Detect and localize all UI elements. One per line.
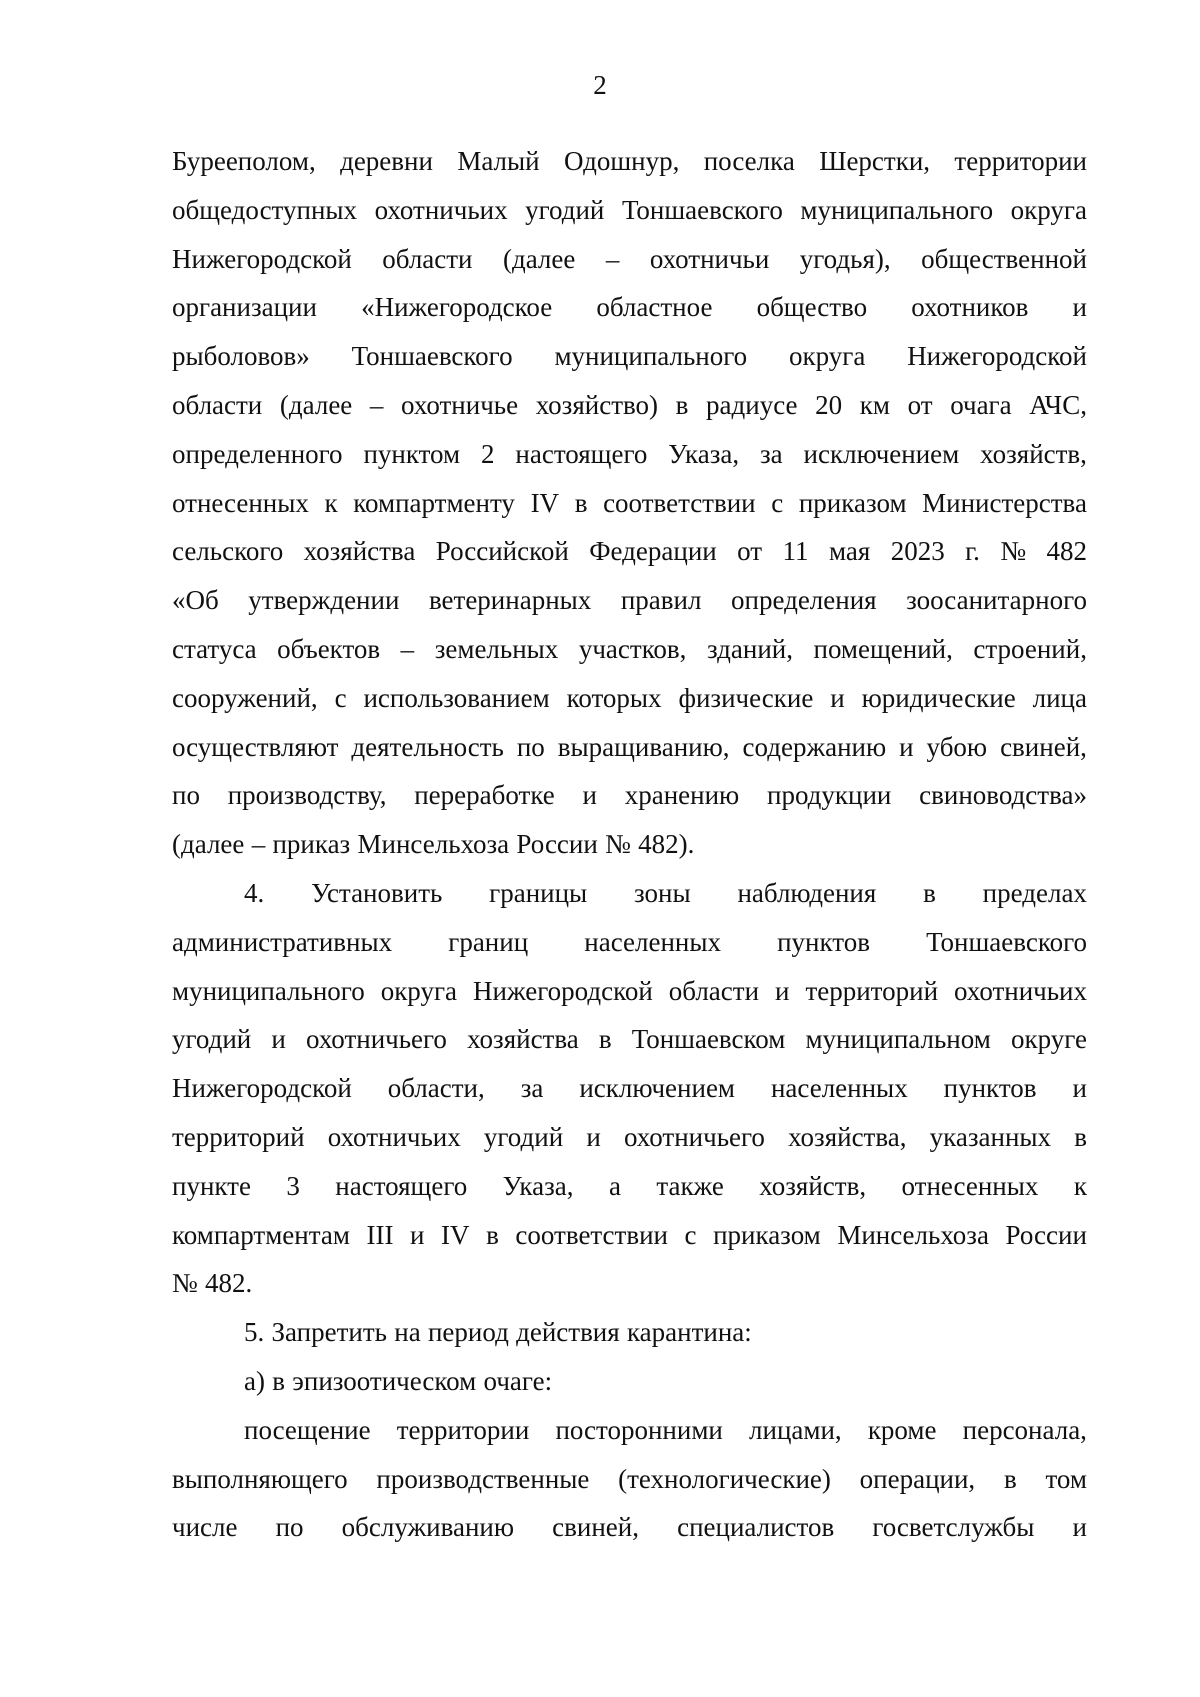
- word: мая: [828, 536, 871, 567]
- word: числе: [172, 1512, 238, 1543]
- word: 2023: [890, 536, 945, 567]
- word: хозяйства,: [788, 1121, 907, 1152]
- word: пунктов: [777, 926, 870, 957]
- word: эпизоотическом: [292, 1365, 477, 1396]
- word: юридические: [861, 682, 1016, 713]
- word: территорий: [805, 975, 939, 1006]
- word: России: [516, 829, 598, 860]
- word: и: [775, 975, 790, 1006]
- text-line: [172, 283, 1087, 332]
- word: рыболовов»: [172, 341, 310, 372]
- word: и: [1072, 292, 1087, 323]
- word: Установить: [311, 877, 443, 908]
- word: населенных: [584, 926, 721, 957]
- word: продукции: [767, 780, 892, 811]
- text-line: [172, 918, 1087, 967]
- text-line: [172, 430, 1087, 479]
- text-line: [172, 1113, 1087, 1162]
- word: округа: [789, 341, 866, 372]
- word: приказ: [272, 829, 351, 860]
- word: охотничьих: [327, 1121, 461, 1152]
- word: производству,: [227, 780, 387, 811]
- word: Указа,: [668, 438, 740, 469]
- word: территорий: [172, 1121, 305, 1152]
- word: Малый: [457, 146, 540, 176]
- word: очаге:: [483, 1365, 553, 1396]
- word: с: [771, 487, 784, 518]
- word: округа: [1010, 194, 1087, 225]
- word: охотничьих: [954, 975, 1087, 1006]
- word: в: [1003, 1463, 1017, 1494]
- word: пункте: [172, 1170, 251, 1201]
- text-line: [172, 771, 1087, 820]
- text-line: [172, 137, 1087, 186]
- word: 3: [286, 1170, 300, 1201]
- word: персонала,: [962, 1414, 1087, 1445]
- word: содержанию: [742, 731, 887, 762]
- word: №: [172, 1268, 198, 1299]
- text-line: [172, 235, 1087, 284]
- word: по: [516, 731, 545, 762]
- word: Тоншаевского: [621, 194, 783, 225]
- word: муниципального: [554, 341, 748, 372]
- word: «Об: [172, 585, 219, 616]
- word: и: [830, 682, 845, 713]
- word: №: [1000, 536, 1027, 567]
- text-line: [172, 1064, 1087, 1113]
- word: Бурееполом,: [172, 146, 316, 176]
- word: организации: [172, 292, 317, 323]
- word: с: [684, 1219, 697, 1250]
- word: госветслужбы: [872, 1512, 1035, 1543]
- word: Нижегородской: [172, 243, 352, 274]
- word: III: [366, 1219, 394, 1250]
- word: посторонними: [555, 1414, 723, 1445]
- word: обслуживанию: [341, 1512, 515, 1543]
- word: физические: [678, 682, 814, 713]
- word: охотничьих: [374, 194, 508, 225]
- word: посещение: [244, 1414, 371, 1445]
- word: угодий: [525, 194, 605, 225]
- word: к: [324, 487, 338, 518]
- word: Одошнур,: [563, 146, 680, 176]
- word: определенного: [172, 438, 343, 469]
- text-line: [172, 576, 1087, 625]
- word: границы: [489, 877, 588, 908]
- word: IV: [441, 1219, 470, 1250]
- word: хозяйства: [467, 1024, 579, 1055]
- word: (далее: [502, 243, 576, 274]
- word: областное: [596, 292, 713, 323]
- word: зоны: [634, 877, 691, 908]
- word: хранению: [624, 780, 740, 811]
- text-line: [172, 479, 1087, 528]
- word: приказом: [713, 1219, 821, 1250]
- word: определения: [731, 585, 877, 616]
- text-line: [172, 381, 1087, 430]
- word: компартментам: [172, 1219, 350, 1250]
- word: объектов: [277, 633, 381, 664]
- word: правил: [620, 585, 702, 616]
- text-line: [172, 1259, 1087, 1308]
- word: Министерства: [922, 487, 1087, 518]
- word: соответствии: [603, 487, 756, 518]
- word: осуществляют: [172, 731, 339, 762]
- word: округа: [380, 975, 458, 1006]
- word: области: [172, 389, 263, 420]
- word: –: [251, 829, 266, 860]
- word: №: [605, 829, 631, 860]
- text-line: [172, 723, 1087, 772]
- word: от: [737, 536, 763, 567]
- word: использованием: [363, 682, 550, 713]
- word: территории: [954, 146, 1087, 176]
- word: участков,: [578, 633, 687, 664]
- word: отнесенных: [901, 1170, 1039, 1201]
- word: которых: [566, 682, 662, 713]
- word: Запретить: [271, 1317, 387, 1348]
- word: IV: [530, 487, 560, 518]
- word: настоящего: [515, 438, 648, 469]
- word: (далее: [172, 829, 245, 860]
- word: ветеринарных: [428, 585, 592, 616]
- word: Тоншаевского: [351, 341, 513, 372]
- word: соответствии: [515, 1219, 668, 1250]
- word: Шерстки,: [819, 146, 931, 176]
- word: операции,: [859, 1463, 976, 1494]
- text-line: [172, 1162, 1087, 1211]
- word: по: [172, 780, 200, 811]
- word: области: [668, 975, 760, 1006]
- word: в: [598, 1024, 612, 1055]
- word: 11: [782, 536, 809, 567]
- word: и: [1072, 1512, 1087, 1543]
- word: Тоншаевском: [631, 1024, 786, 1055]
- word: от: [907, 389, 933, 420]
- word: поселка: [703, 146, 795, 176]
- word: и: [1072, 1073, 1087, 1104]
- word: 5.: [244, 1317, 265, 1348]
- word: хозяйство): [535, 389, 659, 420]
- word: выполняющего: [172, 1463, 348, 1494]
- word: с: [334, 682, 347, 713]
- word: хозяйств,: [980, 438, 1087, 469]
- word: охотничьи: [649, 243, 770, 274]
- word: угодий: [172, 1024, 252, 1055]
- word: а): [244, 1365, 265, 1396]
- text-line: [172, 1308, 1087, 1357]
- word: Тоншаевского: [926, 926, 1087, 957]
- word: муниципального: [800, 194, 994, 225]
- word: общественной: [921, 243, 1087, 274]
- word: пунктом: [363, 438, 461, 469]
- word: утверждении: [248, 585, 400, 616]
- word: выращиванию,: [557, 731, 730, 762]
- word: хозяйств,: [759, 1170, 867, 1201]
- word: указанных: [929, 1121, 1052, 1152]
- word: зданий,: [706, 633, 793, 664]
- text-line: [172, 820, 1087, 869]
- word: также: [656, 1170, 724, 1201]
- word: к: [1073, 1170, 1087, 1201]
- word: Указа,: [502, 1170, 574, 1201]
- word: общедоступных: [172, 194, 358, 225]
- word: в: [574, 487, 588, 518]
- word: –: [369, 389, 384, 420]
- page-number: 2: [593, 70, 607, 100]
- word: охотничьего: [306, 1024, 447, 1055]
- word: в: [675, 389, 689, 420]
- word: свиноводства»: [919, 780, 1087, 811]
- word: отнесенных: [172, 487, 309, 518]
- word: охотничьего: [623, 1121, 765, 1152]
- word: Нижегородской: [907, 341, 1087, 372]
- word: в: [923, 877, 936, 908]
- word: муниципального: [172, 975, 365, 1006]
- word: Минсельхоза: [357, 829, 510, 860]
- word: за: [520, 1073, 544, 1104]
- text-line: [172, 1503, 1087, 1552]
- word: кроме: [867, 1414, 937, 1445]
- word: карантина:: [626, 1317, 752, 1348]
- word: административных: [172, 926, 393, 957]
- word: Федерации: [589, 536, 717, 567]
- word: и: [899, 731, 914, 762]
- word: области,: [387, 1073, 485, 1104]
- word: округе: [1010, 1024, 1087, 1055]
- word: территории: [396, 1414, 530, 1445]
- word: Нижегородской: [473, 975, 653, 1006]
- word: свиней,: [1000, 731, 1087, 762]
- word: в: [1074, 1121, 1087, 1152]
- word: и: [410, 1219, 425, 1250]
- word: сельского: [172, 536, 284, 567]
- word: пределах: [982, 877, 1087, 908]
- word: свиней,: [552, 1512, 639, 1543]
- word: зоосанитарного: [906, 585, 1087, 616]
- word: АЧС,: [1029, 389, 1087, 420]
- word: на: [394, 1317, 421, 1348]
- text-line: [172, 186, 1087, 235]
- word: км: [859, 389, 890, 420]
- word: помещений,: [813, 633, 953, 664]
- word: границ: [448, 926, 529, 957]
- word: области: [382, 243, 473, 274]
- word: очага: [950, 389, 1012, 420]
- word: угодий: [483, 1121, 564, 1152]
- word: убою: [926, 731, 988, 762]
- word: –: [400, 633, 415, 664]
- word: земельных: [434, 633, 559, 664]
- word: исключением: [579, 1073, 736, 1104]
- word: 2: [481, 438, 495, 469]
- word: строений,: [973, 633, 1087, 664]
- word: г.: [965, 536, 980, 567]
- word: охотничье: [401, 389, 519, 420]
- text-line: [172, 967, 1087, 1016]
- word: настоящего: [335, 1170, 468, 1201]
- word: специалистов: [677, 1512, 835, 1543]
- text-line: [172, 1406, 1087, 1455]
- word: Российской: [435, 536, 569, 567]
- word: –: [605, 243, 620, 274]
- word: том: [1045, 1463, 1087, 1494]
- word: Нижегородской: [172, 1073, 352, 1104]
- word: хозяйства: [303, 536, 416, 567]
- text-line: [172, 869, 1087, 918]
- word: 4.: [244, 877, 265, 908]
- word: период: [427, 1317, 509, 1348]
- word: муниципальном: [805, 1024, 991, 1055]
- word: а: [608, 1170, 621, 1201]
- text-line: [172, 1211, 1087, 1260]
- word: деятельность: [351, 731, 504, 762]
- word: и: [271, 1024, 286, 1055]
- word: общество: [756, 292, 868, 323]
- word: и: [586, 1121, 601, 1152]
- word: населенных: [770, 1073, 908, 1104]
- text-line: [172, 674, 1087, 723]
- word: «Нижегородское: [361, 292, 553, 323]
- word: пунктов: [943, 1073, 1037, 1104]
- word: действия: [516, 1317, 620, 1348]
- word: за: [760, 438, 783, 469]
- word: наблюдения: [737, 877, 877, 908]
- word: лицами,: [749, 1414, 842, 1445]
- word: статуса: [172, 633, 257, 664]
- word: (далее: [279, 389, 353, 420]
- word: по: [275, 1512, 304, 1543]
- word: 482).: [638, 829, 695, 860]
- word: приказом: [798, 487, 907, 518]
- document-body: [172, 137, 1087, 1552]
- word: радиусе: [706, 389, 798, 420]
- word: производственные: [376, 1463, 590, 1494]
- word: компартменту: [353, 487, 515, 518]
- word: 482.: [205, 1268, 253, 1299]
- text-line: [172, 1455, 1087, 1504]
- text-line: [172, 527, 1087, 576]
- word: Минсельхоза: [837, 1219, 989, 1250]
- word: сооружений,: [172, 682, 318, 713]
- word: 20: [815, 389, 843, 420]
- text-line: [172, 332, 1087, 381]
- word: деревни: [340, 146, 433, 176]
- word: лица: [1032, 682, 1087, 713]
- word: России: [1005, 1219, 1087, 1250]
- word: угодья),: [799, 243, 891, 274]
- word: и: [582, 780, 597, 811]
- text-line: [172, 625, 1087, 674]
- word: переработке: [414, 780, 555, 811]
- word: в: [272, 1365, 286, 1396]
- word: охотников: [911, 292, 1029, 323]
- word: в: [486, 1219, 499, 1250]
- word: (технологические): [618, 1463, 831, 1494]
- text-line: [172, 1015, 1087, 1064]
- text-line: [172, 1357, 1087, 1406]
- word: исключением: [803, 438, 960, 469]
- word: 482: [1046, 536, 1087, 567]
